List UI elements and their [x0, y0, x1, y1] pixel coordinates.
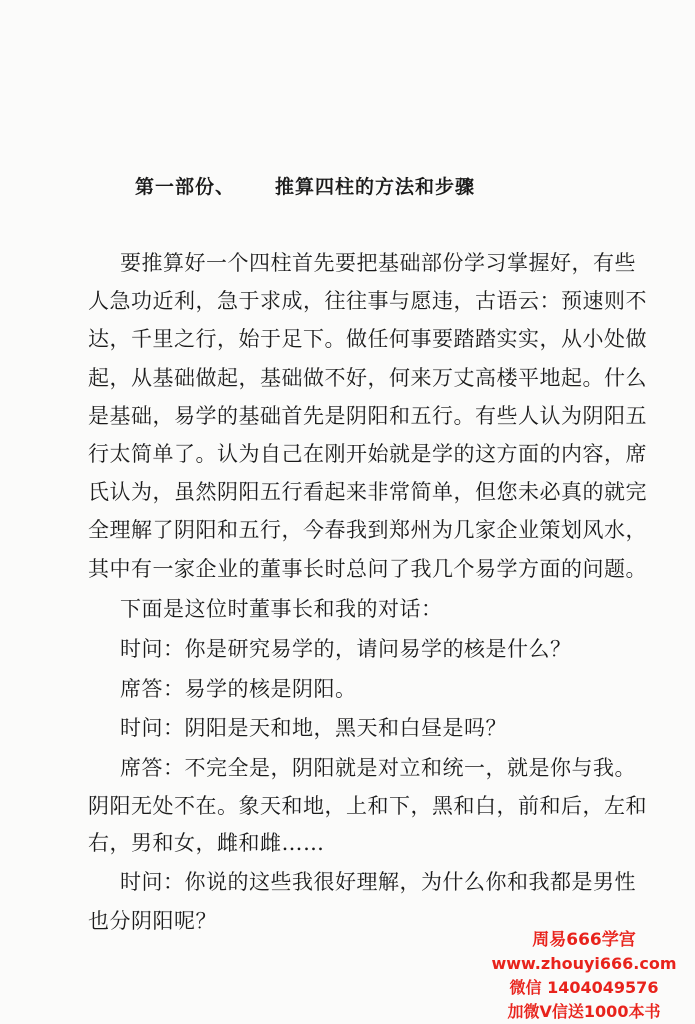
text-line-17: 时问：你说的这些我很好理解，为什么你和我都是男性: [120, 870, 636, 894]
text-line-1: 要推算好一个四柱首先要把基础部份学习掌握好，有些: [120, 251, 636, 275]
text-line-7: 氏认为，虽然阴阳五行看起来非常简单，但您未必真的就完: [88, 480, 647, 504]
watermark-name: 周易666学宫: [532, 930, 636, 950]
text-line-4: 起，从基础做起，基础做不好，何来万丈高楼平地起。什么: [88, 366, 647, 390]
text-line-3: 达，千里之行，始于足下。做任何事要踏踏实实，从小处做: [88, 327, 647, 351]
text-line-11: 时问：你是研究易学的，请问易学的核是什么？: [120, 637, 572, 661]
text-line-15: 阴阳无处不在。象天和地，上和下，黑和白，前和后，左和: [88, 794, 647, 818]
watermark-wechat: 微信 1404049576: [509, 978, 659, 997]
text-line-2: 人急功近利，急于求成，往往事与愿违，古语云：预速则不: [88, 289, 647, 313]
text-line-9: 其中有一家企业的董事长时总问了我几个易学方面的问题。: [88, 557, 647, 581]
text-line-12: 席答：易学的核是阴阳。: [120, 677, 357, 701]
text-line-18: 也分阴阳呢？: [88, 909, 217, 933]
text-line-13: 时问：阴阳是天和地，黑天和白昼是吗？: [120, 716, 507, 740]
text-line-14: 席答：不完全是，阴阳就是对立和统一，就是你与我。: [120, 756, 636, 780]
text-line-5: 是基础，易学的基础首先是阴阳和五行。有些人认为阴阳五: [88, 404, 647, 428]
heading-title: 推算四柱的方法和步骤: [275, 176, 476, 198]
text-line-8: 全理解了阴阳和五行，今春我到郑州为几家企业策划风水，: [88, 518, 647, 542]
heading-part: 第一部份、: [135, 176, 236, 198]
text-line-6: 行太简单了。认为自己在刚开始就是学的这方面的内容，席: [88, 442, 647, 466]
watermark-url: www.zhouyi666.com: [491, 954, 677, 973]
watermark-offer: 加微V信送1000本书: [507, 1002, 661, 1021]
text-line-16: 右，男和女，雌和雌……: [88, 831, 325, 855]
watermark: [478, 928, 690, 1024]
text-line-10: 下面是这位时董事长和我的对话：: [120, 597, 443, 621]
section-heading: [135, 172, 475, 199]
